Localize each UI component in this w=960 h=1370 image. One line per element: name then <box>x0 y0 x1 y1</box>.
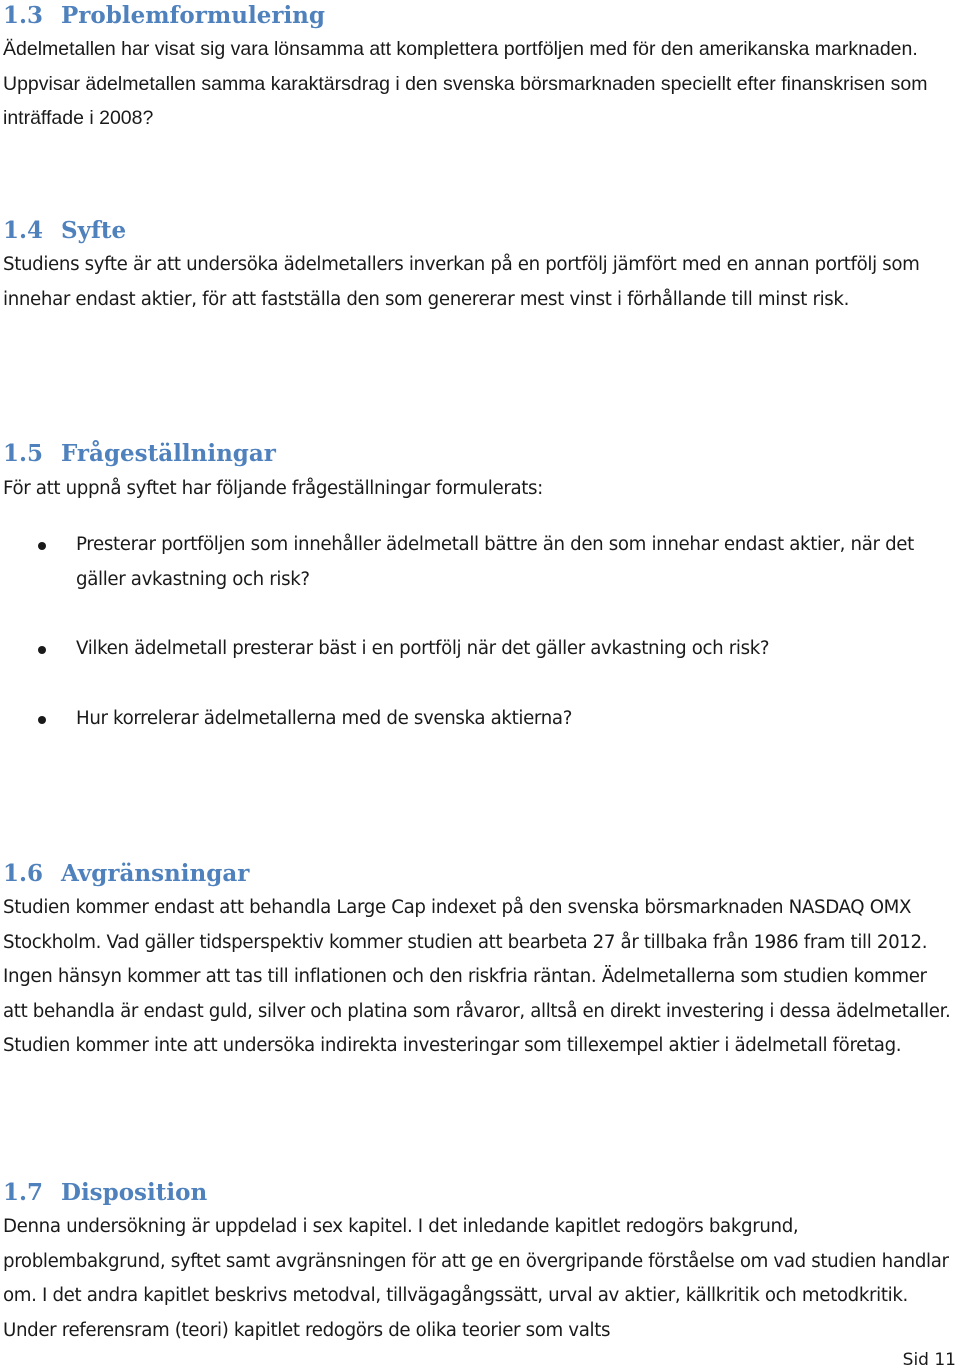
page-number: Sid 11 <box>902 1350 956 1370</box>
paragraph-avgransningar: Studien kommer endast att behandla Large Cap indexet på den svenska börsmarknaden NASDAQ OMX Stockholm. Vad gäller tidsperspektiv kommer studien att bearbeta 27 år tillbaka från 1986 fram till 2012. Ingen hänsyn kommer att tas till inflationen och den riskfria räntan. Ädelmetallerna som studien kommer att behandla är endast guld, silver och platina som råvaror, alltså en direkt investering i dessa ädelmetaller. Studien kommer inte att undersöka indirekta investeringar som tillexempel aktier i ädelmetall företag. <box>3 897 951 1056</box>
list-item <box>0 528 956 598</box>
heading-syfte <box>3 219 126 242</box>
section-number: 1.7 <box>3 1179 44 1206</box>
paragraph-syfte: Studiens syfte är att undersöka ädelmetallers inverkan på en portfölj jämfört med en annan portfölj som innehar endast aktier, för att fastställa den som genererar mest vinst i förhållande till minst risk. <box>3 254 920 310</box>
list-item-text: Vilken ädelmetall presterar bäst i en portfölj när det gäller avkastning och risk? <box>76 638 770 659</box>
paragraph-problemformulering: Ädelmetallen har visat sig vara lönsamma att komplettera portföljen med för den amerikanska marknaden. Uppvisar ädelmetallen samma karaktärsdrag i den svenska börsmarknaden speciellt efter finanskrisen som inträffade i 2008? <box>3 38 928 129</box>
bullet-icon <box>38 542 46 550</box>
bullet-icon <box>38 646 46 654</box>
section-title: Disposition <box>61 1179 208 1206</box>
heading-disposition <box>3 1181 207 1204</box>
section-number: 1.4 <box>3 217 44 244</box>
section-title: Syfte <box>61 217 127 244</box>
section-title: Problemformulering <box>61 2 325 29</box>
heading-fragestallningar <box>3 442 276 465</box>
paragraph-fragestallningar-intro: För att uppnå syftet har följande frågeställningar formulerats: <box>3 478 543 499</box>
section-number: 1.3 <box>3 2 44 29</box>
list-item <box>0 702 956 737</box>
section-number: 1.6 <box>3 860 44 887</box>
list-item-text: Hur korrelerar ädelmetallerna med de svenska aktierna? <box>76 708 572 729</box>
bullet-icon <box>38 716 46 724</box>
heading-problemformulering <box>3 4 325 27</box>
list-item <box>0 632 956 667</box>
section-number: 1.5 <box>3 440 44 467</box>
heading-avgransningar <box>3 862 249 885</box>
section-title: Frågeställningar <box>61 440 276 467</box>
paragraph-disposition: Denna undersökning är uppdelad i sex kapitel. I det inledande kapitlet redogörs bakgrund, problembakgrund, syftet samt avgränsningen för att ge en övergripande förståelse om vad studien handlar om. I det andra kapitlet beskrivs metodval, tillvägagångssätt, urval av aktier, källkritik och metodkritik. Under referensram (teori) kapitlet redogörs de olika teorier som valts <box>3 1216 949 1341</box>
section-title: Avgränsningar <box>61 860 250 887</box>
list-item-text: Presterar portföljen som innehåller ädelmetall bättre än den som innehar endast aktier, när det gäller avkastning och risk? <box>76 534 914 590</box>
